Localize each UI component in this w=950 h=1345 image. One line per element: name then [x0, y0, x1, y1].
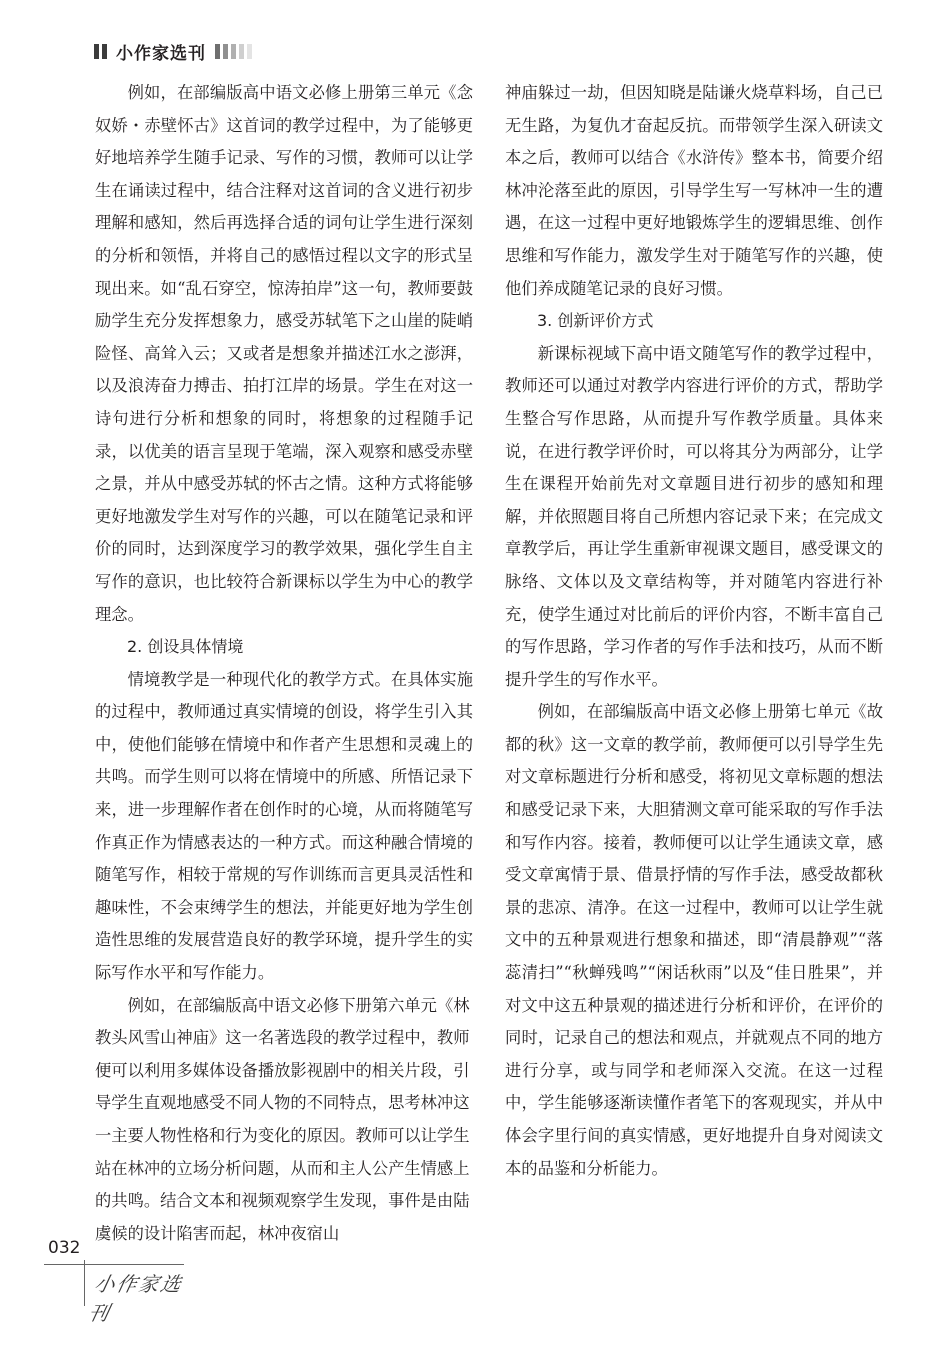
header-gradient-decoration	[215, 44, 252, 59]
right-column	[505, 77, 883, 1185]
grad-bar	[247, 44, 252, 59]
left-column	[95, 77, 473, 1250]
paragraph-continued: 神庙躲过一劫，但因知晓是陆谦火烧草料场，自己已无生路，为复仇才奋起反抗。而带领学生深入研读文本之后，教师可以结合《水浒传》整本书，简要介绍林冲沦落至此的原因，引导学生写一写林冲一生的遭遇，在这一过程中更好地锻炼学生的逻辑思维、创作思维和写作能力，激发学生对于随笔写作的兴趣，使他们养成随笔记录的良好习惯。	[505, 83, 883, 298]
journal-title: 小作家选刊	[116, 43, 206, 64]
grad-bar	[239, 44, 244, 59]
running-header	[94, 38, 252, 64]
section-heading: 2. 创设具体情境	[127, 637, 244, 657]
header-bars-decoration	[94, 44, 107, 59]
paragraph: 例如，在部编版高中语文必修下册第六单元《林教头风雪山神庙》这一名著选段的教学过程中，教师便可以利用多媒体设备播放影视剧中的相关片段，引导学生直观地感受不同人物的不同特点，思考林冲这一主要人物性格和行为变化的原因。教师可以让学生站在林冲的立场分析问题，从而和主人公产生情感上的共鸣。结合文本和视频观察学生发现，事件是由陆虞候的设计陷害而起，林冲夜宿山	[95, 995, 470, 1243]
section-heading: 3. 创新评价方式	[537, 311, 654, 331]
paragraph: 例如，在部编版高中语文必修上册第三单元《念奴娇・赤壁怀古》这首词的教学过程中，为了能够更好地培养学生随手记录、写作的习惯，教师可以让学生在诵读过程中，结合注释对这首词的含义进行初步理解和感知，然后再选择合适的词句让学生进行深刻的分析和领悟，并将自己的感悟过程以文字的形式呈现出来。如“乱石穿空，惊涛拍岸”这一句，教师要鼓励学生充分发挥想象力，感受苏轼笔下之山崖的陡峭险怪、高耸入云；又或者是想象并描述江水之澎湃，以及浪涛奋力搏击、拍打江岸的场景。学生在对这一诗句进行分析和想象的同时，将想象的过程随手记录，以优美的语言呈现于笔端，深入观察和感受赤壁之景，并从中感受苏轼的怀古之情。这种方式将能够更好地激发学生对写作的兴趣，可以在随笔记录和评价的同时，达到深度学习的教学效果，强化学生自主写作的意识，也比较符合新课标以学生为中心的教学理念。	[95, 83, 473, 624]
grad-bar	[231, 44, 236, 59]
grad-bar	[215, 44, 220, 59]
grad-bar	[223, 44, 228, 59]
footer-rule	[44, 1264, 184, 1265]
page-footer	[44, 1238, 194, 1325]
paragraph: 情境教学是一种现代化的教学方式。在具体实施的过程中，教师通过真实情境的创设，将学生引入其中，使他们能够在情境中和作者产生思想和灵魂上的共鸣。而学生则可以将在情境中的所感、所悟记录下来，进一步理解作者在创作时的心境，从而将随笔写作真正作为情感表达的一种方式。而这种融合情境的随笔写作，相较于常规的写作训练而言更具灵活性和趣味性，不会束缚学生的想法，并能更好地为学生创造性思维的发展营造良好的教学环境，提升学生的实际写作水平和写作能力。	[95, 669, 473, 983]
page-number: 032	[48, 1238, 81, 1258]
paragraph: 例如，在部编版高中语文必修上册第七单元《故都的秋》这一文章的教学前，教师便可以引导学生先对文章标题进行分析和感受，将初见文章标题的想法和感受记录下来，大胆猜测文章可能采取的写作手法和写作内容。接着，教师便可以让学生通读文章，感受文章寓情于景、借景抒情的写作手法，感受故都秋景的悲凉、清净。在这一过程中，教师可以让学生就文中的五种景观进行想象和描述，即“清晨静观”“落蕊清扫”“秋蝉残鸣”“闲话秋雨”以及“佳日胜果”，并对文中这五种景观的描述进行分析和评价，在评价的同时，记录自己的想法和观点，并就观点不同的地方进行分享，或与同学和老师深入交流。在这一过程中，学生能够逐渐读懂作者笔下的客观现实，并从中体会字里行间的真实情感，更好地提升自身对阅读文本的品鉴和分析能力。	[505, 702, 883, 1178]
footer-vertical-rule	[84, 1260, 85, 1306]
paragraph: 新课标视域下高中语文随笔写作的教学过程中，教师还可以通过对教学内容进行评价的方式，帮助学生整合写作思路，从而提升写作教学质量。具体来说，在进行教学评价时，可以将其分为两部分，让学生在课程开始前先对文章题目进行初步的感知和理解，并依照题目将自己所想内容记录下来；在完成文章教学后，再让学生重新审视课文题目，感受课文的脉络、文体以及文章结构等，并对随笔内容进行补充，使学生通过对比前后的评价内容，不断丰富自己的写作思路，学习作者的写作手法和技巧，从而不断提升学生的写作水平。	[505, 343, 883, 689]
journal-logo: 小作家选刊	[86, 1272, 186, 1325]
